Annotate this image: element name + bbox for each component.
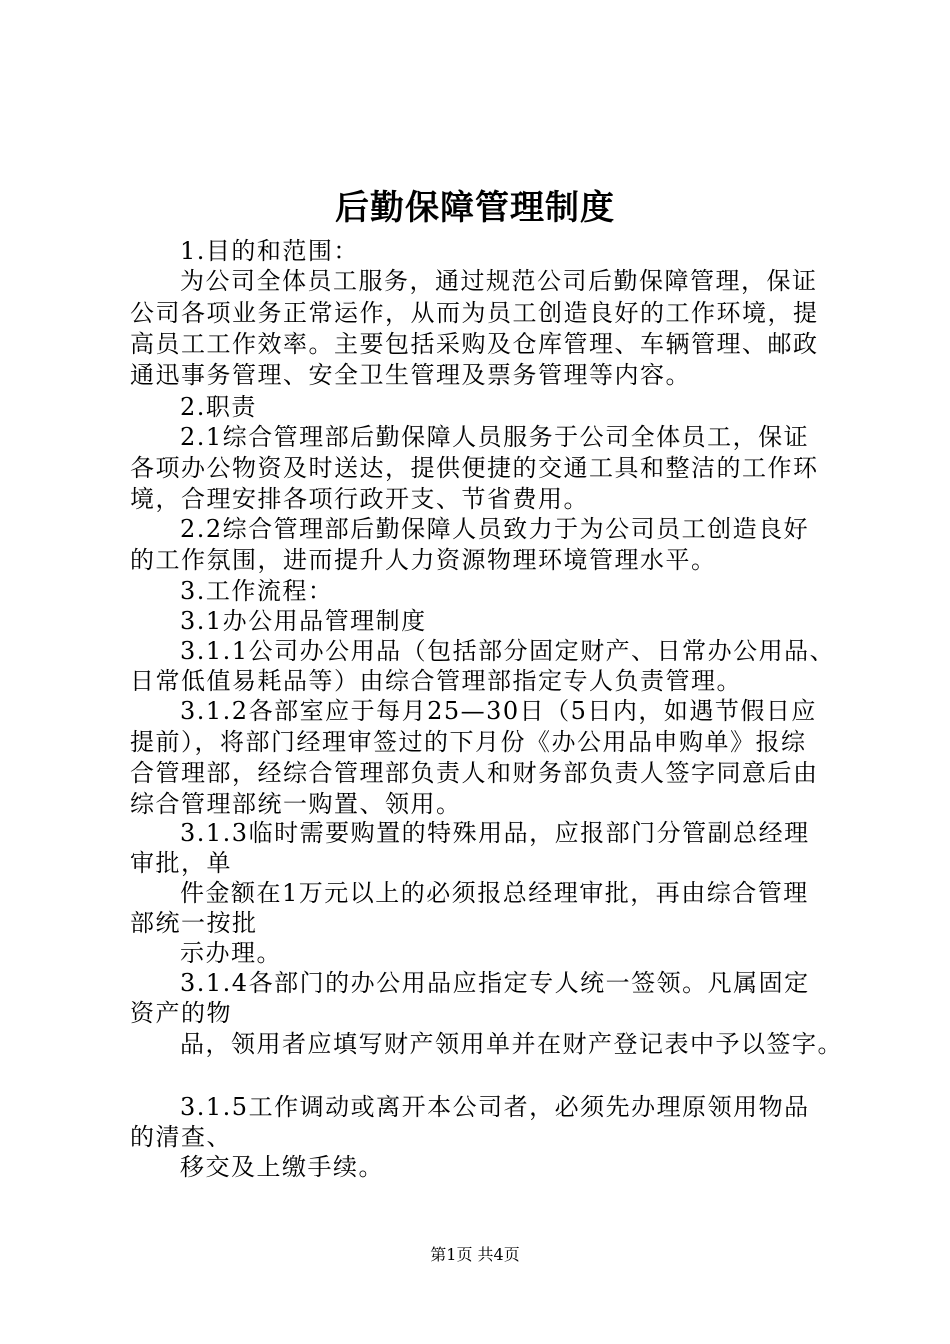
paragraph-line: 公司各项业务正常运作，从而为员工创造良好的工作环境，提: [130, 299, 819, 327]
paragraph-line: 2.2综合管理部后勤保障人员致力于为公司员工创造良好: [180, 515, 810, 543]
paragraph-line: 件金额在1万元以上的必须报总经理审批，再由综合管理: [180, 879, 809, 907]
paragraph-line: 资产的物: [130, 999, 232, 1027]
paragraph-line: 的工作氛围，进而提升人力资源物理环境管理水平。: [130, 546, 717, 574]
paragraph-line: 3.1.3临时需要购置的特殊用品，应报部门分管副总经理: [180, 819, 810, 847]
paragraph-line: 3.1.1公司办公用品（包括部分固定财产、日常办公用品、: [180, 637, 836, 665]
paragraph-line: 审批，单: [130, 849, 232, 877]
paragraph-line: 综合管理部统一购置、领用。: [130, 790, 462, 818]
paragraph-line: 境，合理安排各项行政开支、节省费用。: [130, 485, 589, 513]
paragraph-line: 3.1办公用品管理制度: [180, 607, 427, 635]
paragraph-line: 3.1.5工作调动或离开本公司者，必须先办理原领用物品: [180, 1093, 810, 1121]
paragraph-line: 2.1综合管理部后勤保障人员服务于公司全体员工，保证: [180, 423, 810, 451]
paragraph-line: 提前），将部门经理审签过的下月份《办公用品申购单》报综: [130, 728, 807, 756]
paragraph-line: 高员工工作效率。主要包括采购及仓库管理、车辆管理、邮政: [130, 330, 819, 358]
paragraph-line: 3.1.4各部门的办公用品应指定专人统一签领。凡属固定: [180, 969, 810, 997]
paragraph-line: 3.工作流程：: [180, 577, 334, 605]
page-title: 后勤保障管理制度: [335, 188, 615, 228]
paragraph-line: 日常低值易耗品等）由综合管理部指定专人负责管理。: [130, 667, 742, 695]
paragraph-line: 2.职责: [180, 393, 257, 421]
paragraph-line: 为公司全体员工服务，通过规范公司后勤保障管理，保证: [180, 267, 818, 295]
paragraph-line: 品，领用者应填写财产领用单并在财产登记表中予以签字。: [180, 1030, 843, 1058]
paragraph-line: 移交及上缴手续。: [180, 1153, 384, 1181]
paragraph-line: 通迅事务管理、安全卫生管理及票务管理等内容。: [130, 361, 691, 389]
paragraph-line: 合管理部，经综合管理部负责人和财务部负责人签字同意后由: [130, 759, 819, 787]
paragraph-line: 部统一按批: [130, 909, 258, 937]
page-number: 第1页 共4页: [430, 1245, 520, 1264]
paragraph-line: 3.1.2各部室应于每月25—30日（5日内，如遇节假日应: [180, 697, 817, 725]
paragraph-line: 1.目的和范围：: [180, 237, 359, 265]
paragraph-line: 示办理。: [180, 939, 282, 967]
paragraph-line: 的清查、: [130, 1123, 232, 1151]
paragraph-line: 各项办公物资及时送达，提供便捷的交通工具和整洁的工作环: [130, 454, 819, 482]
